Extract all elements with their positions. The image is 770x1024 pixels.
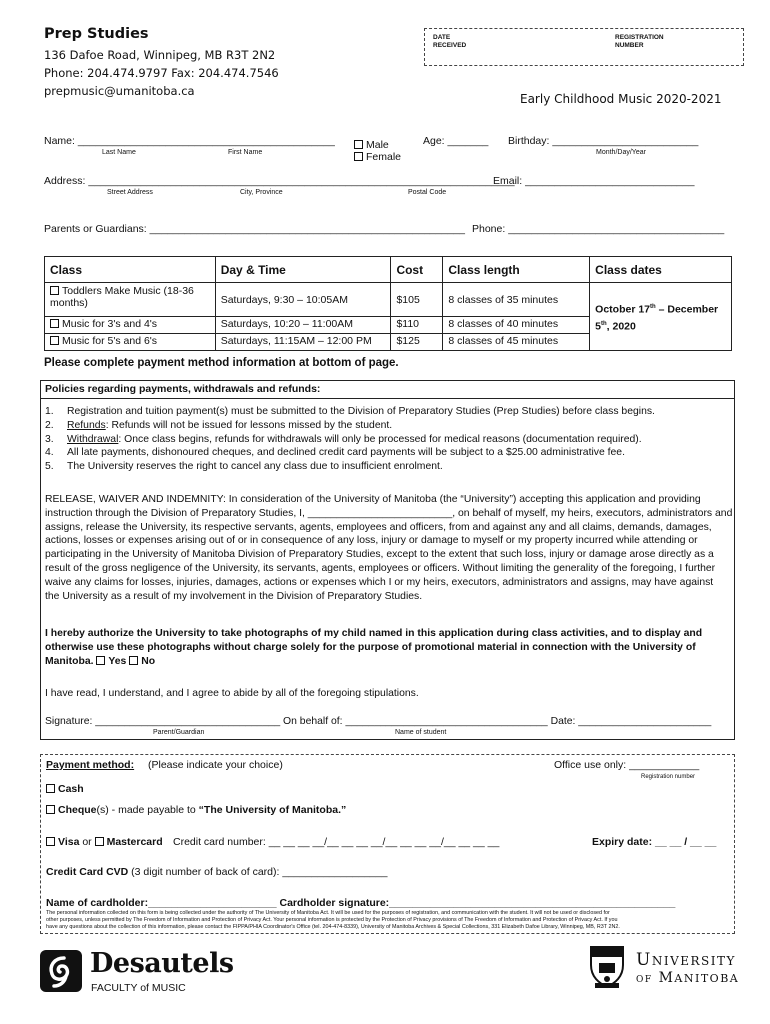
parents-field[interactable]: Parents or Guardians: ______________________________________________________ xyxy=(44,223,465,235)
list-item: 3. Withdrawal: Once class begins, refunds for withdrawals will only be processed for medical reasons (documentation required). xyxy=(45,433,642,445)
list-item: 5. The University reserves the right to cancel any class due to insufficient enrolment. xyxy=(45,461,443,473)
class-option-5-6[interactable]: Music for 5's and 6's xyxy=(45,334,216,351)
cash-checkbox[interactable] xyxy=(46,784,55,793)
phone-field[interactable]: Phone: _____________________________________ xyxy=(472,223,725,235)
birthday-field[interactable]: Birthday: _________________________ xyxy=(508,135,699,147)
class-dates: October 17th – December 5th, 2020 xyxy=(590,283,732,351)
class-time: Saturdays, 11:15AM – 12:00 PM xyxy=(215,334,391,351)
class-checkbox[interactable] xyxy=(50,319,59,328)
agreement-text: I have read, I understand, and I agree to abide by all of the foregoing stipulations. xyxy=(45,688,419,699)
university-crest-icon xyxy=(587,943,627,989)
address-field[interactable]: Address: _________________________________________________________________________ xyxy=(44,175,515,187)
age-field[interactable]: Age: _______ xyxy=(423,135,489,147)
policies-header: Policies regarding payments, withdrawals and refunds: xyxy=(41,381,734,399)
cheque-option[interactable]: Cheque(s) - made payable to “The University of Manitoba.” xyxy=(46,804,346,816)
cash-option[interactable]: Cash xyxy=(46,783,84,795)
class-length: 8 classes of 40 minutes xyxy=(443,317,590,334)
program-title: Early Childhood Music 2020-2021 xyxy=(520,92,722,106)
photo-authorization: I hereby authorize the University to take photographs of my child named in this application during class activities, and to display and otherwise use these photographs without charge solely for the purpose of promotional material in connection with the University of Manitoba. Yes No xyxy=(45,628,703,667)
class-option-3-4[interactable]: Music for 3's and 4's xyxy=(45,317,216,334)
release-waiver-text: RELEASE, WAIVER AND INDEMNITY: In consideration of the University of Manitoba (the “University”) accepting this application and providing instruction through the Division of Preparatory Studies, I, _________________________, on behalf of myself, my heirs, executors, administrators and assigns, release the University, its respective servants, agents, employees and officers, from and against any and all claims, demands, damages, actions, losses or expenses arising out of or in consequence of any loss, injury or damage to myself or my property incurred while attending or participating in the University of Manitoba Division of Preparatory Studies, except to the extent that such loss, injury or damage arose directly as a result of the gross negligence of the University, its servants, agents, employees or officers. Without limiting the generality of the foregoing, I further waive any claims for losses, injuries, damages, actions or expenses which I or my heirs, executors, administrators and assigns, may have against the University as a result of my involvement in the Division of Preparatory Studies. xyxy=(45,494,733,602)
privacy-notice: The personal information collected on this form is being collected under the authority of The University of Manitoba Act. It will be used for the purposes of registration, and communication with the student. It will not be used or disclosed for other purposes, unless permitted by The Freedom of Information and Protection of Privacy Act. Your personal information is protected by the Protection of Privacy provisions of The Freedom of Information and Protection of Privacy Act. If you have any questions about the collection of this information, please contact the FIPPA/PHIA Coordinator's Office (tel. 204-474-8339), University of Manitoba Archives & Special Collections, 331 Elizabeth Dafoe Library, Winnipeg, MB, R3T 2N2. xyxy=(46,910,620,930)
male-option[interactable]: Male xyxy=(354,139,389,151)
parent-guardian-hint: Parent/Guardian xyxy=(153,729,205,736)
male-checkbox[interactable] xyxy=(354,140,363,149)
payment-section xyxy=(40,754,735,934)
female-option[interactable]: Female xyxy=(354,151,401,163)
list-item: 1. Registration and tuition payment(s) must be submitted to the Division of Preparatory Studies (Prep Studies) before class begins. xyxy=(45,406,655,417)
registration-number-label: REGISTRATION NUMBER xyxy=(615,34,664,49)
female-checkbox[interactable] xyxy=(354,152,363,161)
photo-yes-option[interactable]: Yes xyxy=(96,656,126,667)
class-cost: $110 xyxy=(391,317,443,334)
mastercard-checkbox[interactable] xyxy=(95,837,104,846)
class-cost: $125 xyxy=(391,334,443,351)
class-length: 8 classes of 45 minutes xyxy=(443,334,590,351)
class-checkbox[interactable] xyxy=(50,286,59,295)
last-name-hint: Last Name xyxy=(102,149,136,156)
policies-list xyxy=(45,405,730,474)
student-name-hint: Name of student xyxy=(395,729,447,736)
class-table-header xyxy=(45,257,732,283)
policies-section xyxy=(40,380,735,740)
no-checkbox[interactable] xyxy=(129,656,138,665)
birthday-hint: Month/Day/Year xyxy=(596,149,646,156)
col-day-time: Day & Time xyxy=(215,257,391,283)
visa-checkbox[interactable] xyxy=(46,837,55,846)
class-checkbox[interactable] xyxy=(50,336,59,345)
postal-hint: Postal Code xyxy=(408,189,447,196)
org-address: 136 Dafoe Road, Winnipeg, MB R3T 2N2 xyxy=(44,48,276,62)
class-cost: $105 xyxy=(391,283,443,317)
city-hint: City, Province xyxy=(240,189,283,196)
expiry-date-field[interactable]: Expiry date: __ __ / __ __ xyxy=(592,836,717,848)
desautels-logo-icon xyxy=(40,950,82,992)
col-dates: Class dates xyxy=(590,257,732,283)
yes-checkbox[interactable] xyxy=(96,656,105,665)
first-name-hint: First Name xyxy=(228,149,263,156)
office-use-field: Office use only: ____________ xyxy=(554,759,700,771)
manitoba-wordmark: OF MANITOBA xyxy=(636,970,740,986)
university-wordmark: UNIVERSITY xyxy=(636,950,736,970)
credit-card-option[interactable]: Visa or Mastercard xyxy=(46,836,163,848)
class-option-toddlers[interactable]: Toddlers Make Music (18-36 months) xyxy=(45,283,216,317)
faculty-of-music: FACULTY of MUSIC xyxy=(91,982,186,994)
col-cost: Cost xyxy=(391,257,443,283)
email-field[interactable]: Email: _____________________________ xyxy=(493,175,695,187)
org-phone: Phone: 204.474.9797 Fax: 204.474.7546 xyxy=(44,66,279,80)
registration-number-hint: Registration number xyxy=(641,774,696,780)
list-item: 4. All late payments, dishonoured cheques, and declined credit card payments will be subject to a $25.00 administrative fee. xyxy=(45,447,625,459)
cvd-field[interactable]: Credit Card CVD (3 digit number of back of card): __________________ xyxy=(46,866,388,878)
name-field[interactable]: Name: ____________________________________________ xyxy=(44,135,335,147)
org-email: prepmusic@umanitoba.ca xyxy=(44,84,195,98)
date-received-label: DATE RECEIVED xyxy=(433,34,467,49)
street-hint: Street Address xyxy=(107,189,153,196)
class-time: Saturdays, 10:20 – 11:00AM xyxy=(215,317,391,334)
org-title: Prep Studies xyxy=(44,26,149,42)
desautels-wordmark: Desautels xyxy=(90,948,234,979)
office-registration-box xyxy=(424,28,744,66)
table-row xyxy=(45,283,732,317)
payment-method-label: Payment method: xyxy=(46,759,135,771)
class-time: Saturdays, 9:30 – 10:05AM xyxy=(215,283,391,317)
cardholder-field[interactable]: Name of cardholder:______________________ Cardholder signature:_________________________________________________ xyxy=(46,897,676,909)
col-class: Class xyxy=(45,257,216,283)
class-table xyxy=(44,256,732,351)
card-number-field[interactable]: Credit card number: __ __ __ __/__ __ __ __/__ __ __ __/__ __ __ __ xyxy=(173,836,500,848)
signature-line[interactable]: Signature: ________________________________ On behalf of: ___________________________________ Date: _______________________ xyxy=(45,716,712,727)
list-item: 2. Refunds: Refunds will not be issued for lessons missed by the student. xyxy=(45,419,393,431)
photo-no-option[interactable]: No xyxy=(129,656,155,667)
payment-note: Please complete payment method information at bottom of page. xyxy=(44,357,399,369)
cheque-checkbox[interactable] xyxy=(46,805,55,814)
payment-method-hint: (Please indicate your choice) xyxy=(148,759,283,771)
class-length: 8 classes of 35 minutes xyxy=(443,283,590,317)
col-length: Class length xyxy=(443,257,590,283)
